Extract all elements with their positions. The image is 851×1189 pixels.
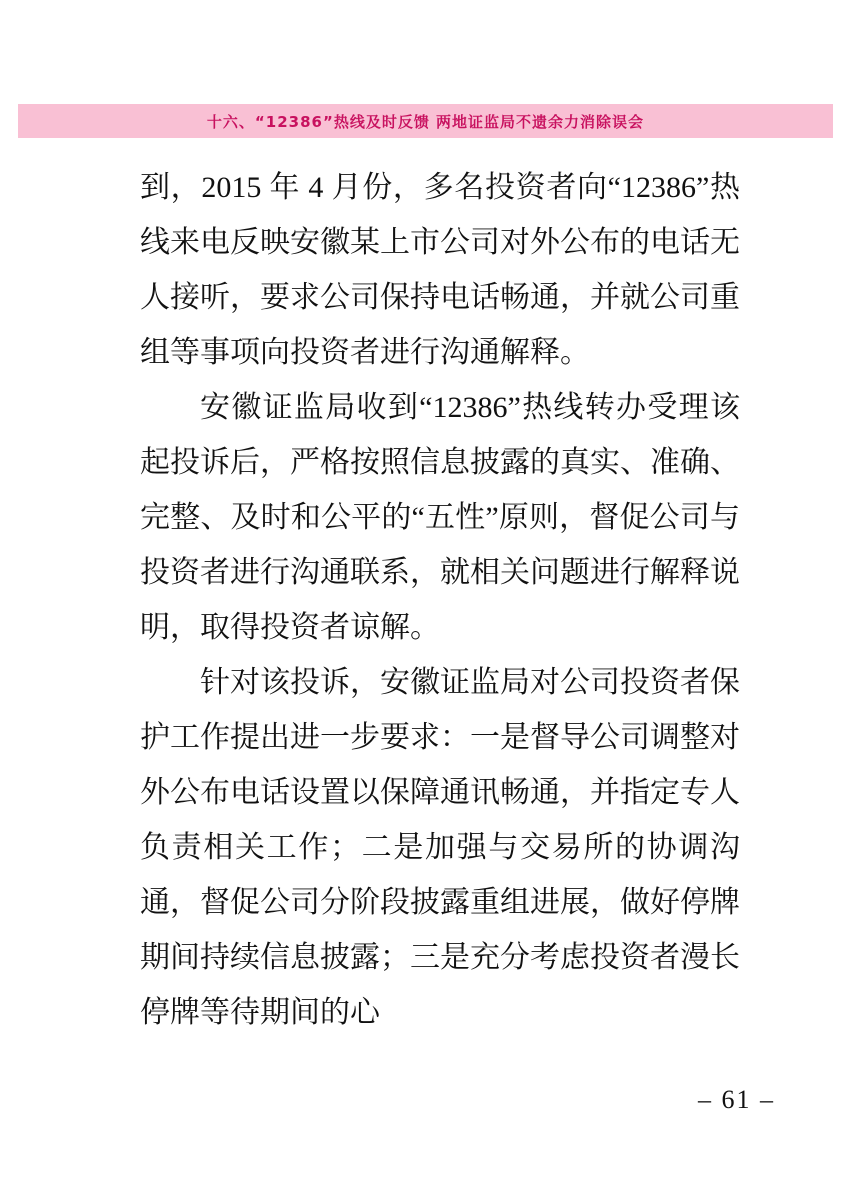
running-header-bar (18, 104, 833, 138)
paragraph-1: 到，2015 年 4 月份，多名投资者向“12386”热线来电反映安徽某上市公司对外公布的电话无人接听，要求公司保持电话畅通，并就公司重组等事项向投资者进行沟通解释。 (140, 171, 740, 369)
body-text-block (140, 160, 740, 1040)
paragraph-2: 安徽证监局收到“12386”热线转办受理该起投诉后，严格按照信息披露的真实、准确、完整、及时和公平的“五性”原则，督促公司与投资者进行沟通联系，就相关问题进行解释说明，取得投资者谅解。 (140, 391, 740, 644)
running-header-title: 十六、“12386”热线及时反馈 两地证监局不遗余力消除误会 (206, 112, 645, 131)
paragraph-3: 针对该投诉，安徽证监局对公司投资者保护工作提出进一步要求：一是督导公司调整对外公布电话设置以保障通讯畅通，并指定专人负责相关工作；二是加强与交易所的协调沟通，督促公司分阶段披露重组进展，做好停牌期间持续信息披露；三是充分考虑投资者漫长停牌等待期间的心 (140, 666, 740, 1029)
page-number: – 61 – (698, 1085, 775, 1114)
